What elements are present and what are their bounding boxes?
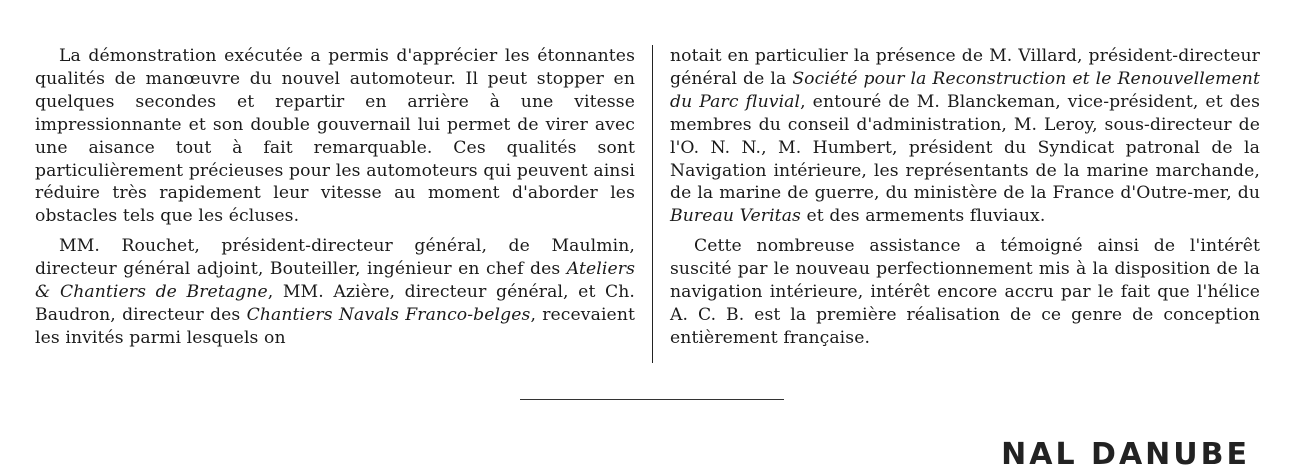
hosts-text-e: , recevaient les invités parmi lesquels on bbox=[35, 304, 636, 348]
paragraph-demonstration: La démonstration exécutée a permis d'apprécier les étonnantes qualités de manœuvre du nouvel automoteur. Il peut stopper en quelques secondes et repartir en arrière à une vitesse impressionnante et son double gouvernail lui permet de virer avec une aisance tout à fait remarquable. Ces qualités sont particulièrement précieuses pour les automoteurs qui peuvent ainsi réduire très rapidement leur vitesse au moment d'aborder les obstacles tels que les écluses. bbox=[35, 46, 635, 227]
guests-text-c: , entouré de M. Blanckeman, vice-président, et des membres du conseil d'administration, M. Leroy, sous-directeur de l'O. N. N., M. Humbert, président du Syndicat patronal de la Navigation intérieure, les représentants de la marine marchande, de la marine de guerre, du ministère de la France d'Outre-mer, du bbox=[670, 91, 1260, 204]
section-end-rule bbox=[520, 399, 784, 400]
paragraph-conclusion: Cette nombreuse assistance a témoigné ainsi de l'intérêt suscité par le nouveau perfectionnement mis à la disposition de la navigation intérieure, intérêt encore accru par le fait que l'hélice A. C. B. est la première réalisation de ce genre de conception entièrement française. bbox=[670, 236, 1260, 348]
guests-text-a: notait en particulier la présence de M. Villard, président-directeur général de la bbox=[670, 46, 1260, 89]
paragraph-guests bbox=[670, 45, 1260, 228]
hosts-text-c: , MM. Azière, directeur général, et Ch. Baudron, directeur des bbox=[35, 282, 635, 325]
next-heading-fragment: NAL DANUBE bbox=[1001, 437, 1250, 472]
column-divider bbox=[652, 45, 653, 363]
guests-text-e: et des armements fluviaux. bbox=[800, 206, 1046, 227]
left-text-column bbox=[35, 45, 635, 357]
hosts-company-ateliers: Ateliers & Chantiers de Bretagne bbox=[35, 259, 635, 303]
right-text-column bbox=[670, 45, 1260, 357]
guests-society-name: Société pour la Reconstruction et le Renouvellement du Parc fluvial bbox=[670, 68, 1260, 112]
hosts-text-a: MM. Rouchet, président-directeur général, de Maulmin, directeur général adjoint, Bouteiller, ingénieur en chef des bbox=[35, 236, 635, 280]
guests-bureau-veritas: Bureau Veritas bbox=[670, 206, 801, 227]
paragraph-hosts bbox=[35, 235, 635, 350]
hosts-company-chantiers: Chantiers Navals Franco-belges bbox=[246, 304, 531, 325]
